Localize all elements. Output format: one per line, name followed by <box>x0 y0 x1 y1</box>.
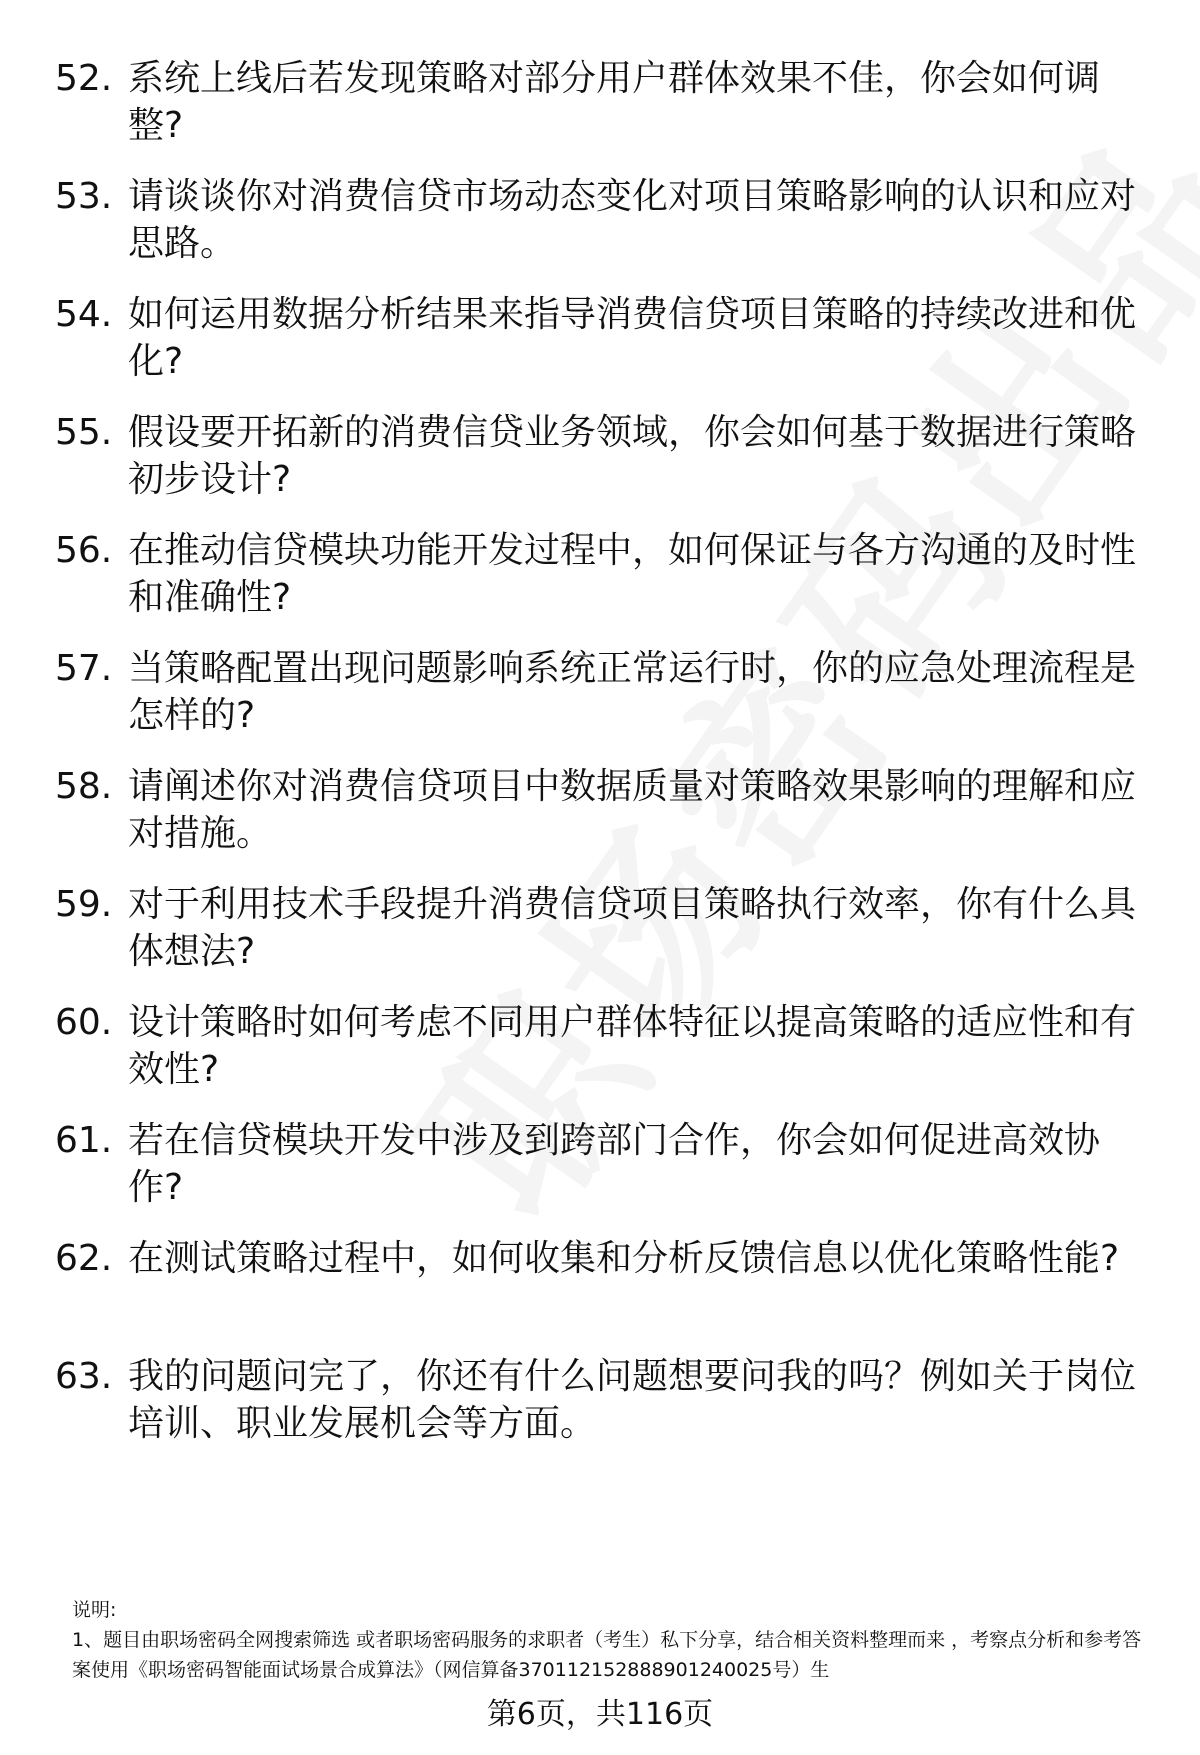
question-text: 当策略配置出现问题影响系统正常运行时，你的应急处理流程是怎样的? <box>128 648 1137 736</box>
question-text: 请谈谈你对消费信贷市场动态变化对项目策略影响的认识和应对思路。 <box>128 176 1137 264</box>
question-item <box>55 527 1145 621</box>
question-item <box>55 173 1145 267</box>
question-item <box>55 1235 1145 1282</box>
question-number: 55. <box>55 412 113 453</box>
question-number: 61. <box>55 1120 113 1161</box>
question-text: 设计策略时如何考虑不同用户群体特征以提高策略的适应性和有效性? <box>128 1002 1137 1090</box>
question-number: 59. <box>55 884 113 925</box>
question-number: 54. <box>55 294 113 335</box>
question-text: 对于利用技术手段提升消费信贷项目策略执行效率，你有什么具体想法? <box>128 884 1137 972</box>
question-number: 58. <box>55 766 113 807</box>
question-text: 系统上线后若发现策略对部分用户群体效果不佳，你会如何调整? <box>128 58 1101 146</box>
question-number: 62. <box>55 1238 113 1279</box>
disclaimer-note <box>72 1595 1152 1685</box>
note-body: 1、题目由职场密码全网搜索筛选 或者职场密码服务的求职者（考生）私下分享，结合相关资料整理而来 ，考察点分析和参考答案使用《职场密码智能面试场景合成算法》（网信算备370112152888901240025号）生 <box>72 1629 1142 1681</box>
note-heading: 说明: <box>72 1599 117 1621</box>
question-text: 我的问题问完了，你还有什么问题想要问我的吗？例如关于岗位培训、职业发展机会等方面。 <box>128 1356 1137 1444</box>
question-number: 53. <box>55 176 113 217</box>
question-text: 假设要开拓新的消费信贷业务领域，你会如何基于数据进行策略初步设计? <box>128 412 1137 500</box>
question-number: 60. <box>55 1002 113 1043</box>
question-text: 在测试策略过程中，如何收集和分析反馈信息以优化策略性能? <box>128 1238 1120 1279</box>
question-item <box>55 291 1145 385</box>
question-text: 请阐述你对消费信贷项目中数据质量对策略效果影响的理解和应对措施。 <box>128 766 1137 854</box>
question-item <box>55 881 1145 975</box>
question-item <box>55 999 1145 1093</box>
question-text: 如何运用数据分析结果来指导消费信贷项目策略的持续改进和优化? <box>128 294 1137 382</box>
page-number: 第6页，共116页 <box>486 1697 714 1732</box>
question-text: 在推动信贷模块功能开发过程中，如何保证与各方沟通的及时性和准确性? <box>128 530 1137 618</box>
question-item <box>55 1117 1145 1211</box>
question-number: 57. <box>55 648 113 689</box>
question-item <box>55 645 1145 739</box>
question-item <box>55 409 1145 503</box>
question-number: 52. <box>55 58 113 99</box>
question-number: 56. <box>55 530 113 571</box>
question-item <box>55 55 1145 149</box>
question-text: 若在信贷模块开发中涉及到跨部门合作，你会如何促进高效协作? <box>128 1120 1101 1208</box>
question-item <box>55 1353 1145 1447</box>
page-footer <box>0 1695 1200 1735</box>
question-item <box>55 763 1145 857</box>
question-number: 63. <box>55 1356 113 1397</box>
